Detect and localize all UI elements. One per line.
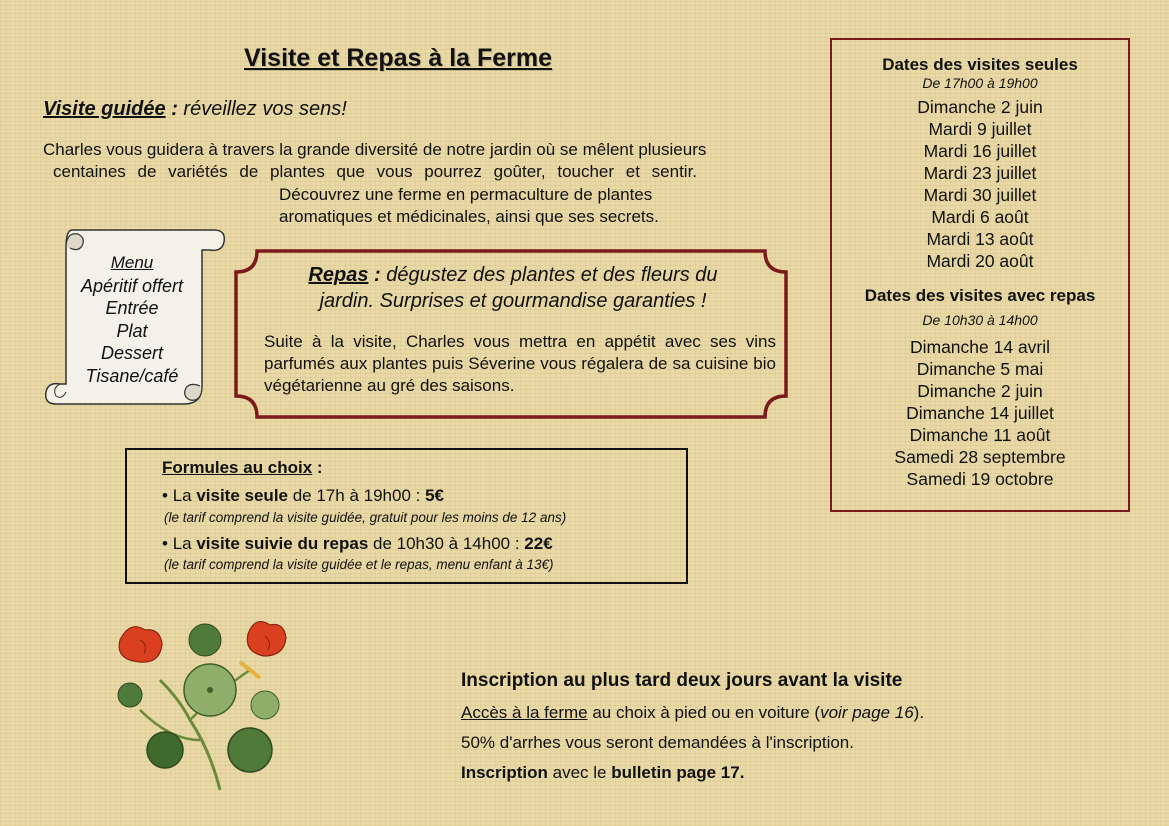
opt1-price: 5€ [425, 486, 444, 505]
repas-box [233, 248, 789, 420]
opt2-pre: La [172, 534, 197, 553]
date-item: Mardi 9 juillet [928, 119, 1032, 139]
intro-line-2: centaines de variétés de plantes que vous pourrez goûter, toucher et sentir. [53, 162, 698, 181]
visite-colon: : [165, 98, 178, 120]
opt2-bold: visite suivie du repas [196, 534, 369, 553]
date-item: Dimanche 14 avril [909, 337, 1051, 357]
formule-note-2: (le tarif comprend la visite guidée et le repas, menu enfant à 13€) [164, 557, 554, 572]
menu-item: Apéritif offert [80, 275, 184, 296]
date-item: Mardi 23 juillet [923, 163, 1037, 183]
opt1-pre: La [172, 486, 197, 505]
visite-heading [43, 98, 347, 121]
bulletin-b2: bulletin page 17. [611, 763, 745, 782]
arrhes-line: 50% d'arrhes vous seront demandées à l'inscription. [461, 733, 854, 752]
bullet-icon: • [162, 534, 168, 553]
date-item: Dimanche 14 juillet [906, 403, 1054, 423]
repas-body: Suite à la visite, Charles vous mettra en appétit avec ses vins parfumés aux plantes puis Séverine vous régalera de sa cuisine bio végétarienne au gré des saisons. [264, 332, 776, 395]
intro-line-4: aromatiques et médicinales, ainsi que ses secrets. [279, 207, 659, 226]
nasturtium-illustration [100, 600, 300, 800]
menu-content [66, 252, 198, 387]
repas-label: Repas [308, 264, 369, 286]
date-item: Mardi 13 août [926, 229, 1034, 249]
formules-title-text: Formules au choix [162, 458, 313, 477]
date-item: Samedi 28 septembre [894, 447, 1066, 467]
inscription-heading: Inscription au plus tard deux jours avant la visite [461, 670, 903, 691]
opt2-mid: de 10h30 à 14h00 : [368, 534, 525, 553]
page-title: Visite et Repas à la Ferme [244, 44, 553, 72]
date-item: Samedi 19 octobre [906, 469, 1054, 489]
formule-note-1: (le tarif comprend la visite guidée, gratuit pour les moins de 12 ans) [164, 510, 567, 525]
menu-item: Plat [116, 320, 148, 341]
dates-seules-hours: De 17h00 à 19h00 [922, 75, 1038, 91]
formules-title-suffix: : [312, 458, 323, 477]
bullet-icon: • [162, 486, 168, 505]
repas-colon: : [368, 264, 381, 286]
dates-repas-hours: De 10h30 à 14h00 [922, 312, 1038, 328]
visite-label: Visite guidée [43, 98, 166, 120]
formule-option-2 [162, 534, 553, 554]
bulletin-b1: Inscription [461, 763, 548, 782]
menu-item: Dessert [100, 343, 163, 363]
dates-seules-list [832, 96, 1128, 272]
bulletin-mid: avec le [547, 763, 612, 782]
repas-heading [263, 262, 763, 314]
menu-scroll [42, 226, 226, 408]
opt2-price: 22€ [524, 534, 553, 553]
repas-tagline-1: dégustez des plantes et des fleurs du [380, 264, 718, 286]
acces-line [461, 698, 1021, 728]
inscription-section [461, 670, 1021, 788]
formule-option-1 [162, 486, 444, 506]
acces-link[interactable]: Accès à la ferme [461, 703, 588, 722]
date-item: Mardi 20 août [926, 251, 1034, 271]
menu-item: Entrée [105, 298, 159, 318]
intro-line-1: Charles vous guidera à travers la grande diversité de notre jardin où se mêlent plusieurs [43, 140, 707, 159]
nasturtium-icon [100, 600, 300, 800]
date-item: Dimanche 5 mai [916, 359, 1044, 379]
visite-tagline: réveillez vos sens! [177, 98, 347, 120]
dates-repas-title: Dates des visites avec repas [864, 286, 1096, 305]
menu-title: Menu [110, 253, 154, 272]
dates-seules-title: Dates des visites seules [882, 55, 1078, 74]
date-item: Mardi 30 juillet [923, 185, 1037, 205]
opt1-bold: visite seule [196, 486, 288, 505]
visite-intro-2 [279, 184, 739, 228]
dates-repas-list [832, 336, 1128, 490]
date-item: Dimanche 2 juin [917, 381, 1043, 401]
date-item: Dimanche 2 juin [917, 97, 1043, 117]
formules-box [125, 448, 688, 584]
date-item: Dimanche 11 août [909, 425, 1051, 445]
dates-repas-section [832, 286, 1128, 490]
formules-title [162, 458, 323, 478]
visite-intro [43, 139, 805, 183]
date-item: Mardi 16 juillet [923, 141, 1037, 161]
menu-item: Tisane/café [85, 365, 179, 386]
acces-end: ). [913, 703, 925, 722]
opt1-mid: de 17h à 19h00 : [288, 486, 426, 505]
intro-line-3: Découvrez une ferme en permaculture de plantes [279, 185, 653, 204]
acces-ref: voir page 16 [820, 703, 914, 722]
acces-rest: au choix à pied ou en voiture ( [587, 703, 821, 722]
bulletin-line [461, 758, 1021, 788]
date-item: Mardi 6 août [931, 207, 1029, 227]
dates-seules-section [832, 55, 1128, 272]
repas-tagline-2: jardin. Surprises et gourmandise garanties ! [319, 290, 707, 312]
dates-box [830, 38, 1130, 512]
